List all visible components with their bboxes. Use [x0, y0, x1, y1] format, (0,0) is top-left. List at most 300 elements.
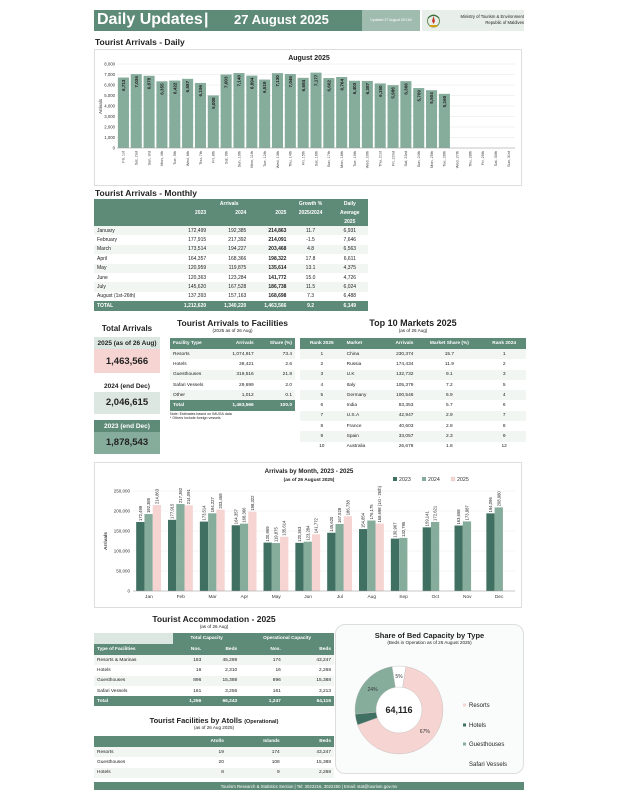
daily-bar-label: 6,355: [159, 83, 165, 95]
table-row: [94, 686, 334, 696]
value-cell: 11.5: [289, 282, 331, 291]
x-tick-label: Tue, 5th: [173, 151, 178, 165]
bar-label: 194,096: [487, 497, 493, 513]
daily-header: Daily: [332, 199, 368, 208]
table-cell: Resorts: [94, 747, 179, 757]
table-cell: 1: [482, 349, 526, 359]
facilities-note: Note: Estimates based on IMUGA data: [170, 411, 232, 416]
value-cell: 168,698: [268, 293, 287, 300]
x-tick-label: Wed, 6th: [185, 151, 190, 167]
value-cell: 192,385: [209, 226, 249, 235]
total-cell: Total: [94, 696, 173, 706]
month-cell: July: [94, 282, 169, 291]
bar-label: 192,385: [146, 497, 152, 514]
legend-label: 2023: [399, 476, 411, 483]
value-cell: 194,227: [209, 245, 249, 254]
facilities-table: [170, 338, 295, 411]
column-header: Beds: [283, 736, 334, 747]
daily-bar-label: 6,403: [352, 82, 358, 95]
table-cell: 108: [271, 759, 280, 765]
table-cell: 105,379: [396, 382, 414, 388]
daily-bar-label: 6,196: [198, 84, 204, 97]
table-row: [300, 359, 526, 369]
column-header: Rank 2024: [482, 338, 526, 349]
x-tick-label: Fri, 8th: [211, 151, 216, 163]
table-row: [94, 676, 334, 686]
table-cell: Hotels: [97, 667, 111, 673]
table-cell: 12: [501, 444, 507, 450]
table-row: [94, 655, 334, 665]
total-cell: 1,212,620: [169, 301, 209, 310]
updated-note: Updated 27 August 05:16h: [362, 10, 420, 31]
total-arrivals-title: Total Arrivals: [101, 324, 153, 333]
accom-title: Tourist Accommodation - 2025: [152, 614, 276, 624]
x-tick-label: Jun: [304, 595, 312, 600]
facilities-heading: [170, 318, 295, 333]
kpi-2024-value: 2,046,615: [94, 392, 160, 414]
table-cell: 3,256: [225, 688, 238, 694]
y-tick-label: 6,000: [104, 82, 115, 88]
bar-label: 154,854: [360, 512, 366, 529]
table-cell: Hotels: [94, 768, 179, 778]
legend-label: 2024: [428, 476, 440, 483]
value-cell: 214,091: [268, 237, 287, 244]
x-tick-label: Jan: [145, 595, 153, 600]
monthly-table-body: [94, 226, 368, 301]
facilities-footnote: * Others include foreign vessels: [170, 415, 221, 420]
bar-2024: [176, 504, 184, 591]
x-tick-label: Sat, 23rd: [404, 151, 409, 167]
monthly-chart: [95, 463, 523, 609]
markets-table: [300, 338, 526, 452]
total-cell: 1,340,220: [209, 301, 249, 310]
bar-label: 130,967: [392, 522, 398, 538]
table-row: [300, 421, 526, 431]
table-cell: 9.1: [416, 370, 482, 380]
table-cell: 230,374: [381, 349, 416, 359]
donut-slice-label: 67%: [419, 728, 430, 735]
table-cell: 1,074,917: [220, 349, 257, 359]
x-tick-label: Aug: [367, 595, 377, 600]
column-header: Atolls: [179, 736, 227, 747]
table-row: [94, 264, 368, 273]
daily-bar-label: 5,504: [429, 92, 435, 104]
accom-heading: [94, 614, 334, 629]
value-cell: 120,363: [188, 274, 207, 281]
table-cell: 83,353: [398, 403, 414, 409]
value-cell: 6,488: [343, 293, 357, 300]
value-cell: 120,959: [169, 264, 209, 273]
table-row: [300, 349, 526, 359]
x-tick-label: Feb: [176, 595, 185, 600]
report-date: 27 August 2025: [234, 12, 329, 27]
table-cell: 2.6: [285, 361, 292, 367]
table-cell: Spain: [344, 431, 382, 441]
table-cell: 2: [320, 361, 324, 367]
bar-2024: [272, 543, 280, 591]
column-header: Arrivals: [381, 338, 416, 349]
daily-section-title: Tourist Arrivals - Daily: [95, 37, 185, 47]
x-tick-label: Thu, 7th: [198, 151, 203, 165]
x-tick-label: Sat, 9th: [224, 151, 229, 165]
monthly-table: [94, 199, 368, 311]
daily-chart-title: August 2025: [288, 55, 330, 62]
table-cell: 2.8: [446, 423, 453, 429]
x-tick-label: Tue, 19th: [352, 151, 357, 167]
value-cell: 13.1: [289, 264, 331, 273]
bar-2025: [312, 534, 320, 591]
x-tick-label: Tue, 26th: [442, 151, 447, 167]
table-cell: Safari Vessels: [97, 688, 128, 694]
year-2025-header: 2025: [249, 208, 289, 217]
table-row: [170, 359, 295, 369]
column-header: Market Share (%): [416, 338, 482, 349]
value-cell: 173,514: [169, 245, 209, 254]
table-cell: 21.8: [257, 370, 295, 380]
bar-2024: [431, 522, 439, 591]
y-tick-label: 1,000: [104, 135, 115, 140]
x-tick-label: Sep: [399, 595, 408, 600]
bar-label: 132,795: [400, 521, 406, 537]
month-cell: March: [94, 245, 169, 254]
bar-2024: [495, 507, 503, 591]
accom-table: [94, 633, 334, 706]
bar-label: 120,959: [265, 526, 271, 542]
legend-swatch: [463, 743, 466, 746]
legend-label: Resorts: [469, 703, 490, 709]
bar-label: 145,620: [328, 516, 334, 532]
daily-bar-label: 6,587: [185, 80, 191, 93]
x-tick-label: Oct: [431, 595, 440, 600]
y-tick-label: 4,000: [104, 103, 115, 109]
table-cell: India: [346, 403, 358, 409]
y-tick-label: 7,000: [104, 72, 115, 77]
daily-year-header: 2025: [332, 217, 368, 226]
kpi-2023-label: 2023 (end Dec): [94, 420, 160, 432]
legend-swatch: [463, 704, 466, 707]
bar-2025: [376, 524, 384, 591]
bar-label: 164,357: [233, 509, 239, 525]
table-row: [94, 282, 368, 291]
x-tick-label: Nov: [462, 595, 472, 600]
daily-bar-label: 6,366: [403, 83, 409, 95]
bar-2024: [240, 524, 248, 591]
accom-subtitle: (as of 26 Aug): [199, 624, 229, 629]
x-tick-label: Sat, 16th: [314, 151, 319, 167]
value-cell: 6,611: [343, 255, 356, 262]
value-cell: 7.3: [307, 293, 315, 300]
bar-label: 168,366: [241, 507, 247, 523]
table-cell: 174,434: [396, 361, 414, 367]
total-arrivals-block: [94, 324, 160, 454]
table-row: [300, 431, 526, 441]
bar-label: 176,175: [368, 504, 374, 520]
table-cell: 15,388: [316, 759, 331, 765]
value-cell: 198,322: [268, 255, 287, 262]
table-cell: 5: [502, 382, 506, 388]
y-tick-label: 250,000: [113, 488, 130, 494]
table-cell: 2.9: [416, 411, 482, 421]
y-tick-label: 50,000: [116, 568, 130, 574]
value-cell: 214,863: [249, 226, 289, 235]
table-cell: 7: [300, 411, 344, 421]
daily-chart: [95, 50, 523, 187]
value-cell: 186,738: [249, 282, 289, 291]
growth-header: Growth %: [289, 199, 331, 208]
x-tick-label: Thu, 28th: [468, 151, 473, 168]
table-cell: 2.3: [416, 431, 482, 441]
atolls-header-row: [94, 736, 334, 747]
table-row: [170, 349, 295, 359]
bar-2024: [463, 521, 471, 591]
bar-2025: [185, 505, 193, 591]
y-tick-label: 3,000: [104, 114, 115, 119]
bar-2023: [391, 539, 399, 591]
value-cell: 203,468: [249, 245, 289, 254]
month-cell: April: [97, 255, 108, 262]
value-cell: 145,620: [169, 282, 209, 291]
table-cell: 161: [193, 688, 202, 694]
table-cell: 6: [320, 403, 324, 409]
daily-bar-label: 6,150: [377, 85, 383, 97]
bar-2025: [153, 505, 161, 591]
table-cell: Italy: [346, 382, 356, 388]
arrivals-header: Arrivals: [169, 199, 289, 208]
table-cell: 7: [482, 411, 526, 421]
daily-bar-label: 7,177: [313, 74, 319, 87]
table-cell: 42,947: [381, 411, 416, 421]
table-cell: 5: [300, 390, 344, 400]
bar-2024: [208, 513, 216, 591]
table-cell: 26,678: [398, 444, 414, 450]
bar-label: 119,875: [273, 527, 279, 543]
table-cell: 174: [240, 655, 284, 665]
bar-label: 203,468: [218, 493, 224, 509]
table-cell: 29,699: [239, 382, 254, 388]
value-cell: 177,915: [188, 237, 207, 244]
nos-header: Nos.: [173, 644, 204, 655]
legend-swatch: [463, 724, 466, 727]
table-cell: Guesthouses: [94, 676, 173, 686]
table-row: [94, 757, 334, 767]
type-header: Type of Facilities: [94, 644, 173, 655]
bar-2024: [399, 538, 407, 591]
table-cell: 4: [320, 382, 324, 388]
table-cell: Resorts: [170, 349, 220, 359]
bar-label: 214,091: [186, 489, 192, 505]
y-tick-label: 0: [112, 145, 115, 151]
x-tick-label: Sun, 3rd: [147, 151, 152, 166]
x-tick-label: Mon, 11th: [250, 151, 255, 168]
value-cell: 4,726: [343, 274, 357, 281]
x-tick-label: Thu, 21st: [378, 151, 383, 167]
table-row: [300, 411, 526, 421]
markets-table-wrap: [300, 338, 526, 452]
bar-label: 214,863: [154, 488, 160, 505]
bar-2023: [136, 522, 144, 591]
daily-bar-label: 5,986: [390, 87, 396, 99]
table-cell: 15,388: [284, 676, 334, 686]
value-cell: 6,563: [332, 245, 368, 254]
x-tick-label: Fri, 15th: [301, 151, 306, 165]
value-cell: 217,392: [228, 237, 247, 244]
x-tick-label: Sun, 24th: [417, 151, 422, 168]
bar-2024: [367, 521, 375, 591]
facilities-table-body: [170, 349, 295, 400]
total-cell: 9.2: [289, 301, 331, 310]
year-2023-header: 2023: [169, 208, 209, 217]
month-cell: June: [97, 274, 108, 281]
daily-bar-label: 6,713: [121, 79, 127, 92]
emblem-icon: [425, 12, 442, 29]
x-tick-label: Mon, 18th: [339, 151, 344, 168]
y-tick-label: 200,000: [113, 508, 130, 514]
x-tick-label: Tue, 12th: [262, 151, 267, 167]
bar-label: 141,772: [313, 518, 319, 534]
monthly-table-wrap: [94, 199, 368, 311]
daily-bar-label: 6,764: [339, 78, 345, 91]
y-tick-label: 100,000: [113, 548, 130, 554]
total-cell: 1,463,566: [249, 301, 289, 310]
x-tick-label: Apr: [240, 595, 249, 600]
month-cell: February: [97, 237, 118, 244]
table-row: [170, 370, 295, 380]
x-tick-label: Fri, 1st: [121, 151, 126, 163]
x-tick-label: Sun, 31st: [506, 151, 511, 168]
column-header: Islands: [227, 736, 283, 747]
table-cell: Resorts & Marinas: [94, 655, 173, 665]
table-cell: 161: [272, 688, 281, 694]
column-header: Rank 2025: [300, 338, 344, 349]
bar-label: 208,980: [496, 491, 502, 507]
value-cell: 15.0: [305, 274, 316, 281]
table-cell: U.S.A: [344, 411, 382, 421]
value-cell: 137,393: [188, 293, 207, 300]
table-cell: 38,421: [239, 361, 254, 367]
legend-swatch: [451, 477, 455, 481]
title-separator: |: [204, 11, 209, 28]
kpi-2023-value: 1,878,543: [94, 432, 160, 454]
x-tick-label: Jul: [336, 595, 343, 600]
x-tick-label: Mon, 4th: [160, 151, 165, 166]
table-cell: 15,388: [204, 676, 240, 686]
bar-2023: [264, 543, 272, 591]
x-tick-label: Dec: [494, 595, 504, 600]
table-cell: 15.7: [416, 349, 482, 359]
column-header: Share (%): [257, 338, 295, 349]
x-tick-label: May: [271, 595, 281, 600]
table-cell: 896: [173, 676, 204, 686]
table-cell: 2,268: [283, 768, 334, 778]
table-cell: 19: [179, 747, 227, 757]
x-tick-label: Sun, 17th: [327, 151, 332, 168]
total-cell: 1,463,566: [220, 400, 257, 410]
table-cell: 16: [275, 667, 281, 673]
bar-2025: [216, 510, 224, 591]
bar-label: 194,227: [209, 497, 215, 513]
daily-bar-label: 6,878: [146, 77, 152, 90]
daily-bar-label: 6,684: [300, 79, 306, 92]
table-row: [170, 380, 295, 390]
atolls-table: [94, 736, 334, 778]
bar-label: 173,987: [464, 505, 470, 521]
table-cell: Guesthouses: [170, 370, 220, 380]
table-cell: 1.8: [446, 444, 453, 450]
table-row: [300, 370, 526, 380]
value-cell: 172,499: [169, 226, 209, 235]
table-cell: 0.1: [257, 390, 295, 400]
column-header: Arrivals: [220, 338, 257, 349]
donut-slice-label: 24%: [367, 686, 378, 693]
total-cell: 1,247: [240, 696, 284, 706]
value-cell: 164,357: [188, 255, 207, 262]
total-cell: 66,243: [204, 696, 240, 706]
year-2024-header: 2024: [209, 208, 249, 217]
bar-2024: [335, 524, 343, 591]
beds-panel: [335, 624, 524, 774]
daily-bar-label: 5,709: [416, 90, 422, 102]
legend-label: Hotels: [469, 723, 487, 729]
bar-2023: [455, 526, 463, 591]
accom-table-wrap: [94, 633, 334, 706]
table-cell: 6: [502, 403, 506, 409]
monthly-total-row: [94, 301, 368, 310]
value-cell: 4,375: [332, 264, 368, 273]
table-cell: 8: [502, 423, 506, 429]
daily-bar-label: 7,046: [287, 76, 293, 88]
markets-title: Top 10 Markets 2025: [369, 318, 457, 328]
bar-label: 172,499: [137, 505, 143, 522]
atolls-heading: [94, 716, 334, 730]
daily-bar-label: 5,160: [441, 95, 447, 108]
bar-2023: [200, 522, 208, 591]
y-tick-label: 150,000: [113, 528, 130, 534]
table-row: [300, 390, 526, 400]
table-row: [94, 665, 334, 675]
table-row: [94, 292, 368, 301]
table-row: [94, 254, 368, 263]
table-cell: 45,289: [204, 655, 240, 665]
y-axis-label: Arrivals: [98, 98, 103, 114]
table-row: [94, 235, 368, 244]
bar-2025: [248, 512, 256, 591]
beds-donut-chart: [336, 650, 525, 775]
daily-bar-label: 7,003: [223, 76, 229, 88]
table-cell: 9: [482, 431, 526, 441]
atolls-title: Tourist Facilities by Atolls (Operational): [149, 716, 279, 725]
daily-sub-header: Average: [332, 208, 368, 217]
beds-subtitle: (Beds in Operation as of 26 August 2025): [387, 640, 472, 645]
value-cell: 119,875: [209, 264, 249, 273]
table-cell: 2: [502, 361, 506, 367]
operational-capacity-header: Operational Capacity: [240, 633, 334, 644]
table-cell: 2.0: [285, 382, 292, 388]
table-row: [94, 226, 368, 235]
table-cell: China: [344, 349, 382, 359]
value-cell: 123,284: [228, 274, 247, 281]
value-cell: 11.7: [289, 226, 331, 235]
bar-2023: [359, 529, 367, 591]
monthly-chart-subtitle: (as of 26 August 2025): [283, 478, 335, 483]
value-cell: 6,024: [332, 282, 368, 291]
y-tick-label: 2,000: [104, 124, 115, 130]
value-cell: 168,366: [228, 255, 247, 262]
value-cell: 157,163: [228, 293, 247, 300]
x-tick-label: Thu, 14th: [288, 151, 293, 168]
total-cell: 6,149: [332, 301, 368, 310]
table-cell: 319,516: [220, 370, 257, 380]
value-cell: 167,528: [209, 282, 249, 291]
